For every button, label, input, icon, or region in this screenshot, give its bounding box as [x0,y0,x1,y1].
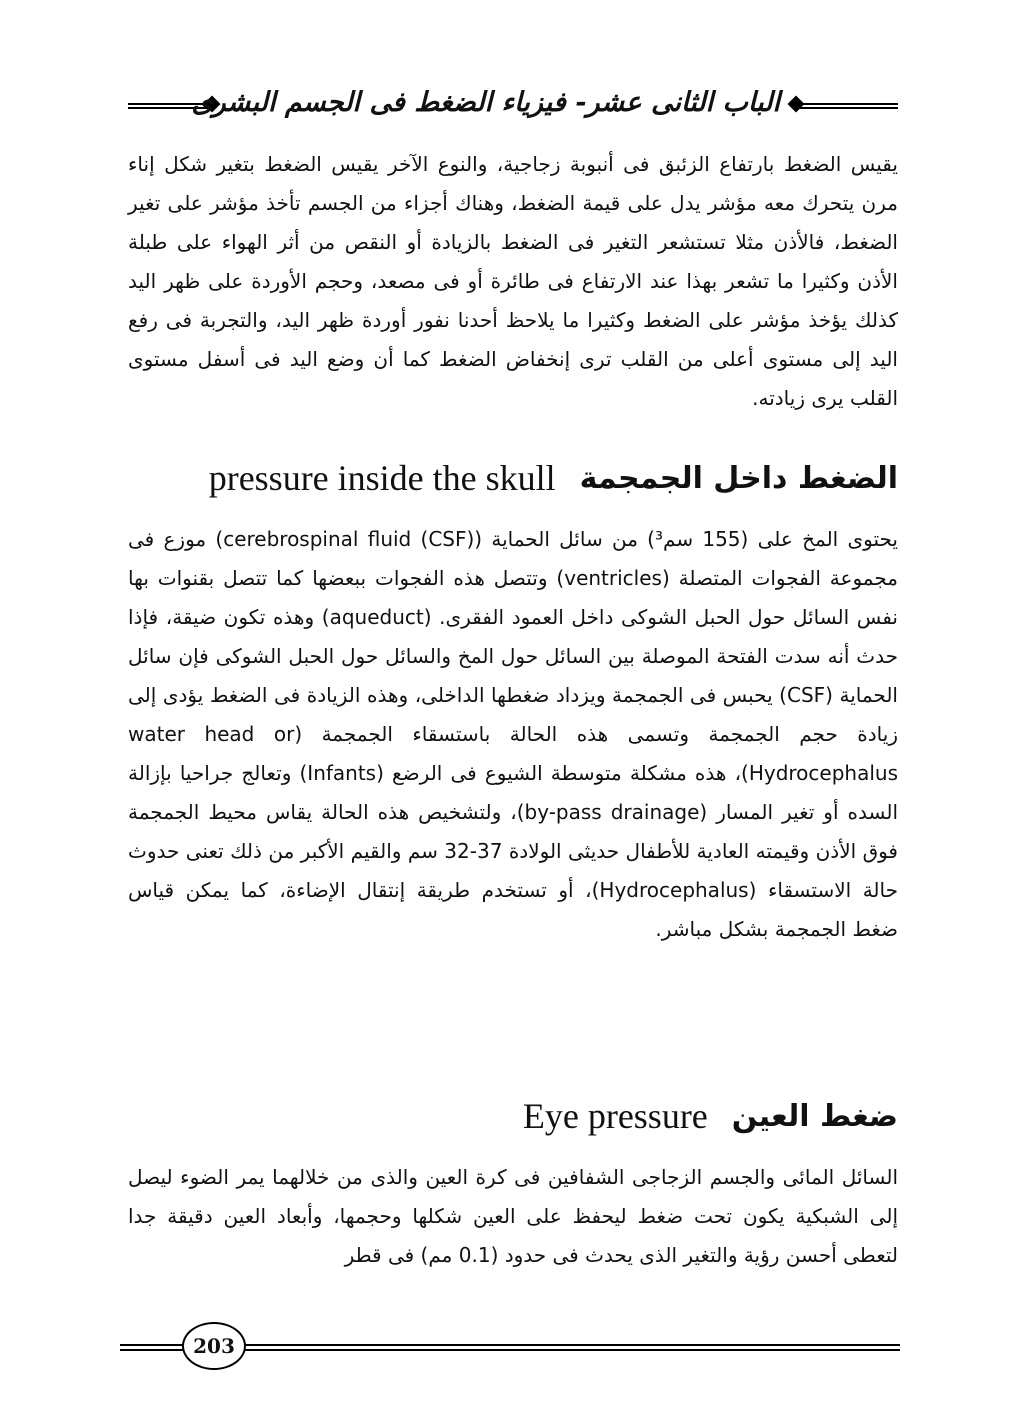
page-number-badge [182,1322,246,1370]
eye-paragraph [128,1158,898,1275]
section-heading-eye [128,1090,898,1142]
running-header [128,84,898,124]
intro-text: يقيس الضغط بارتفاع الزئبق فى أنبوبة زجاجية، والنوع الآخر يقيس الضغط بتغير شكل إناء مرن يتحرك معه مؤشر يدل على قيمة الضغط، وهناك أجزاء من الجسم تأخذ مؤشر على تغير الضغط، فالأذن مثلا تستشعر التغير فى الضغط بالزيادة أو النقص من أثر الهواء على طبلة الأذن وكثيرا ما تشعر بهذا عند الارتفاع فى طائرة أو فى مصعد، وحجم الأوردة على ظهر اليد كذلك يؤخذ مؤشر على الضغط وكثيرا ما يلاحظ أحدنا نفور أوردة ظهر اليد، والتجربة فى رفع اليد إلى مستوى أعلى من القلب ترى إنخفاض الضغط كما أن وضع اليد فى أسفل مستوى القلب يرى زيادته. [128,152,898,410]
footer-rule-right [240,1344,900,1351]
eye-text: السائل المائى والجسم الزجاجى الشفافين فى كرة العين والذى من خلالهما يمر الضوء ليصل إلى الشبكية يكون تحت ضغط ليحفظ على العين شكلها وحجمها، وأبعاد العين دقيقة جدا لتعطى أحسن رؤية والتغير الذى يحدث فى حدود (0.1 مم) فى قطر [128,1165,898,1267]
skull-text: يحتوى المخ على (155 سم³) من سائل الحماية (cerebrospinal fluid (CSF)) موزع فى مجموعة الفجوات المتصلة (ventricles) وتتصل هذه الفجوات ببعضها كما تتصل بقنوات بها نفس السائل حول الحبل الشوكى داخل العمود الفقرى. (aqueduct) وهذه تكون ضيقة، فإذا حدث أنه سدت الفتحة الموصلة بين السائل حول المخ والسائل حول الحبل الشوكى فإن سائل الحماية (CSF) يحبس فى الجمجمة ويزداد ضغطها الداخلى، وهذه الزيادة فى الضغط يؤدى إلى زيادة حجم الجمجمة وتسمى هذه الحالة باستسقاء الجمجمة (water head or Hydrocephalus)، هذه مشكلة متوسطة الشيوع فى الرضع (Infants) وتعالج جراحيا بإزالة السده أو تغير المسار (by-pass drainage)، ولتشخيص هذه الحالة يقاس محيط الجمجمة فوق الأذن وقيمته العادية للأطفال حديثى الولادة 37-32 سم والقيم الأكبر من ذلك تعنى حدوث حالة الاستسقاء (Hydrocephalus)، أو تستخدم طريقة إنتقال الإضاءة، كما يمكن قياس ضغط الجمجمة بشكل مباشر. [128,527,898,941]
skull-paragraph [128,520,898,949]
chapter-title: الباب الثانى عشر- فيزياء الضغط فى الجسم البشرى [191,87,780,118]
intro-paragraph [128,145,898,418]
heading-skull-arabic: الضغط داخل الجمجمة [579,460,898,496]
section-heading-skull [128,452,898,504]
heading-skull-english: pressure inside the skull [208,458,556,498]
footer-rule-left [120,1344,184,1351]
page-number: 203 [193,1334,235,1358]
page-footer [120,1322,900,1372]
heading-eye-arabic: ضغط العين [731,1098,898,1134]
heading-eye-english: Eye pressure [522,1096,708,1136]
header-rule-right [798,103,898,109]
